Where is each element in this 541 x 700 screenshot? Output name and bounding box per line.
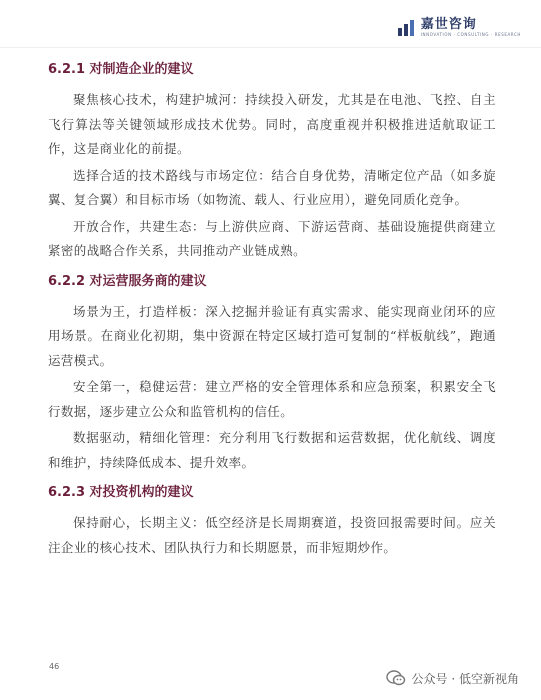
paragraph: 聚焦核心技术，构建护城河：持续投入研发，尤其是在电池、飞控、自主飞行算法等关键领域形成技术优势。同时，高度重视并积极推进适航取证工作，这是商业化的前提。 — [48, 92, 496, 156]
section-operators — [48, 272, 496, 476]
paragraph: 安全第一，稳健运营：建立严格的安全管理体系和应急预案，积累安全飞行数据，逐步建立公众和监管机构的信任。 — [48, 379, 496, 419]
brand-tagline: INNOVATION · CONSULTING · RESEARCH — [420, 32, 521, 37]
page-number: 46 — [49, 662, 60, 671]
brand-name: 嘉世咨询 — [420, 17, 477, 32]
watermark — [386, 669, 519, 687]
paragraph: 开放合作，共建生态：与上游供应商、下游运营商、基础设施提供商建立紧密的战略合作关系，共同推动产业链成熟。 — [48, 218, 496, 258]
section-manufacturers — [48, 60, 496, 264]
page-header — [0, 0, 541, 48]
document-body — [48, 60, 496, 568]
brand-mark-icon — [397, 19, 415, 37]
paragraph: 选择合适的技术路线与市场定位：结合自身优势，清晰定位产品（如多旋翼、复合翼）和目标市场（如物流、载人、行业应用），避免同质化竞争。 — [48, 167, 496, 207]
section-investors — [48, 483, 496, 560]
paragraph: 场景为王，打造样板：深入挖掘并验证有真实需求、能实现商业闭环的应用场景。在商业化初期，集中资源在特定区域打造可复制的“样板航线”，跑通运营模式。 — [48, 303, 496, 368]
section-heading: 6.2.3 对投资机构的建议 — [48, 485, 194, 500]
header-divider — [0, 47, 541, 48]
brand-logo — [397, 18, 521, 37]
watermark-text: 公众号 · 低空新视角 — [411, 671, 519, 686]
section-heading: 6.2.2 对运营服务商的建议 — [48, 273, 207, 289]
paragraph: 保持耐心，长期主义：低空经济是长周期赛道，投资回报需要时间。应关注企业的核心技术、团队执行力和长期愿景，而非短期炒作。 — [48, 515, 496, 555]
section-heading: 6.2.1 对制造企业的建议 — [48, 62, 194, 77]
paragraph: 数据驱动，精细化管理：充分利用飞行数据和运营数据，优化航线、调度和维护，持续降低成本、提升效率。 — [48, 430, 496, 470]
wechat-official-account-icon — [386, 669, 406, 687]
